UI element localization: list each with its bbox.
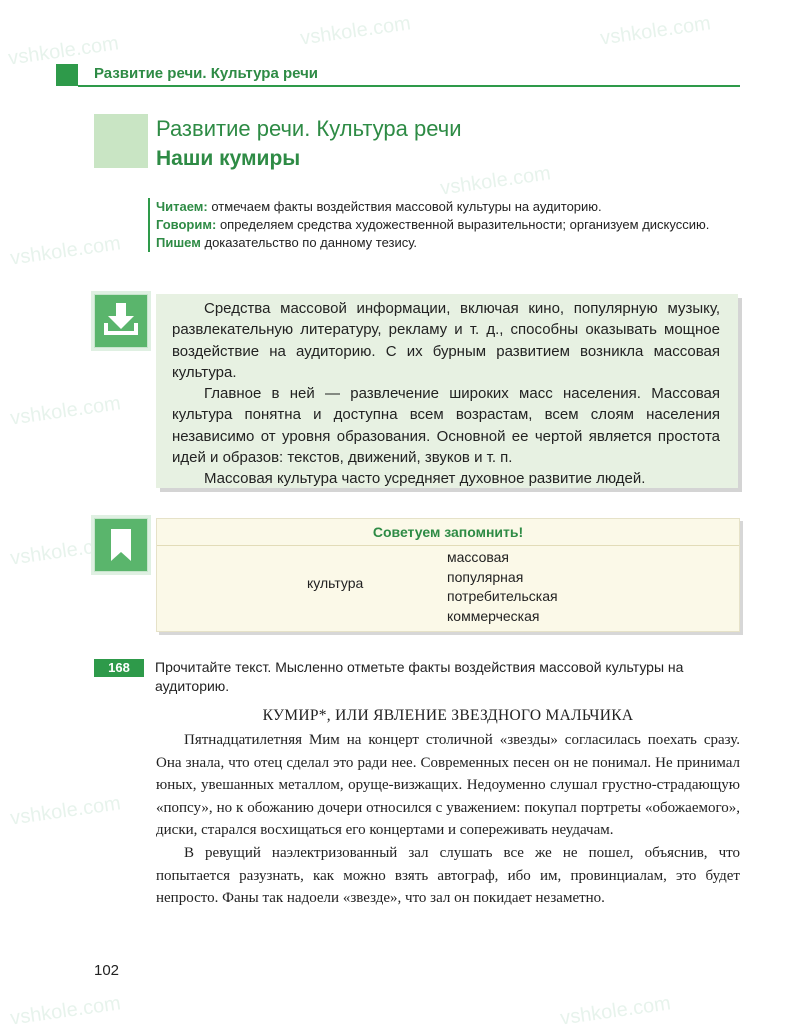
theory-text: [172, 298, 720, 490]
memo-adjective: массовая: [447, 549, 510, 565]
memo-divider: [157, 545, 739, 546]
theory-paragraph: Средства массовой информации, включая кино, популярную музыку, развлекательную литературу, рекламу и т. д., способны оказывать мощное воздействие на аудиторию. С их бурным развитием возникла массовая культура.: [172, 300, 720, 381]
theory-paragraph: Главное в ней — развлечение широких масс населения. Массовая культура понятна и доступна всем возрастам, всем слоям населения независимо от уровня образования. Основной ее чертой является простота идей и образов: текстов, движений, звуков и т. п.: [172, 385, 720, 467]
memo-adjective-list: [447, 548, 558, 626]
goal-key: Читаем:: [156, 199, 208, 214]
memo-box: [156, 518, 740, 632]
goal-text: определяем средства художественной выразительности; организуем дискуссию.: [219, 217, 710, 232]
memo-word: культура: [307, 575, 364, 591]
watermark: vshkole.com: [598, 12, 713, 50]
download-tray-icon: [95, 295, 147, 347]
story-text: [156, 729, 740, 910]
header-marker: [56, 64, 78, 86]
lesson-subtitle: Наши кумиры: [156, 147, 301, 170]
watermark: vshkole.com: [6, 32, 121, 70]
memo-title: Советуем запомнить!: [372, 524, 524, 540]
goal-writing: [156, 234, 748, 252]
goal-reading: [156, 198, 748, 216]
theory-icon-box: [94, 294, 148, 348]
story-paragraph: В ревущий наэлектризованный зал слушать все же не пошел, объяснив, что попытается разузнать, как можно взять автограф, ибо им, провинциалам, это будет непросто. Фаны так надоели «звезде», что зал он покидает незаметно.: [156, 844, 740, 907]
goal-text: отмечаем факты воздействия массовой культуры на аудиторию.: [211, 199, 602, 214]
exercise-number: 168: [94, 659, 144, 676]
watermark: vshkole.com: [8, 232, 123, 270]
story-paragraph: Пятнадцатилетняя Мим на концерт столичной «звезды» согласилась поехать сразу. Она знала, что отец сделал это ради нее. Современных песен он не понимал. Не принимал юных, увешанных металлом, оруще-визжащих. Недоуменно слушал грустно-страдающую «попсу», но к обожанию дочери относился с уважением: покупал портреты «обожаемого», диски, старался восхищаться его концертами и сопереживать неудачам.: [156, 732, 740, 839]
watermark: vshkole.com: [8, 532, 123, 570]
watermark: vshkole.com: [558, 992, 673, 1030]
exercise-task: Прочитайте текст. Мысленно отметьте факты воздействия массовой культуры на аудиторию.: [155, 659, 684, 694]
goal-speaking: [156, 216, 748, 234]
watermark: vshkole.com: [8, 392, 123, 430]
exercise-rule: [94, 676, 144, 677]
goal-text: доказательство по данному тезису.: [204, 235, 418, 250]
header-rule: [78, 85, 740, 87]
watermark: vshkole.com: [8, 792, 123, 830]
running-header: [56, 64, 740, 86]
running-header-title: Развитие речи. Культура речи: [94, 65, 319, 82]
lesson-goals: [148, 198, 748, 252]
watermark: vshkole.com: [438, 162, 553, 200]
story-title: КУМИР*, ИЛИ ЯВЛЕНИЕ ЗВЕЗДНОГО МАЛЬЧИКА: [262, 707, 634, 724]
watermark: vshkole.com: [298, 12, 413, 50]
memo-adjective: популярная: [447, 568, 524, 585]
memo-icon-box: [94, 518, 148, 572]
watermark: vshkole.com: [8, 992, 123, 1030]
theory-paragraph: Массовая культура часто усредняет духовное развитие людей.: [204, 470, 646, 488]
goal-key: Пишем: [156, 235, 201, 250]
memo-adjective: коммерческая: [447, 607, 540, 624]
goal-key: Говорим:: [156, 217, 217, 232]
page-number: 102: [94, 962, 120, 979]
theory-box: [156, 294, 738, 488]
bookmark-icon: [95, 519, 147, 571]
lesson-title: Развитие речи. Культура речи: [156, 116, 462, 141]
memo-adjective: потребительская: [447, 588, 558, 604]
lesson-title-marker: [94, 114, 148, 168]
